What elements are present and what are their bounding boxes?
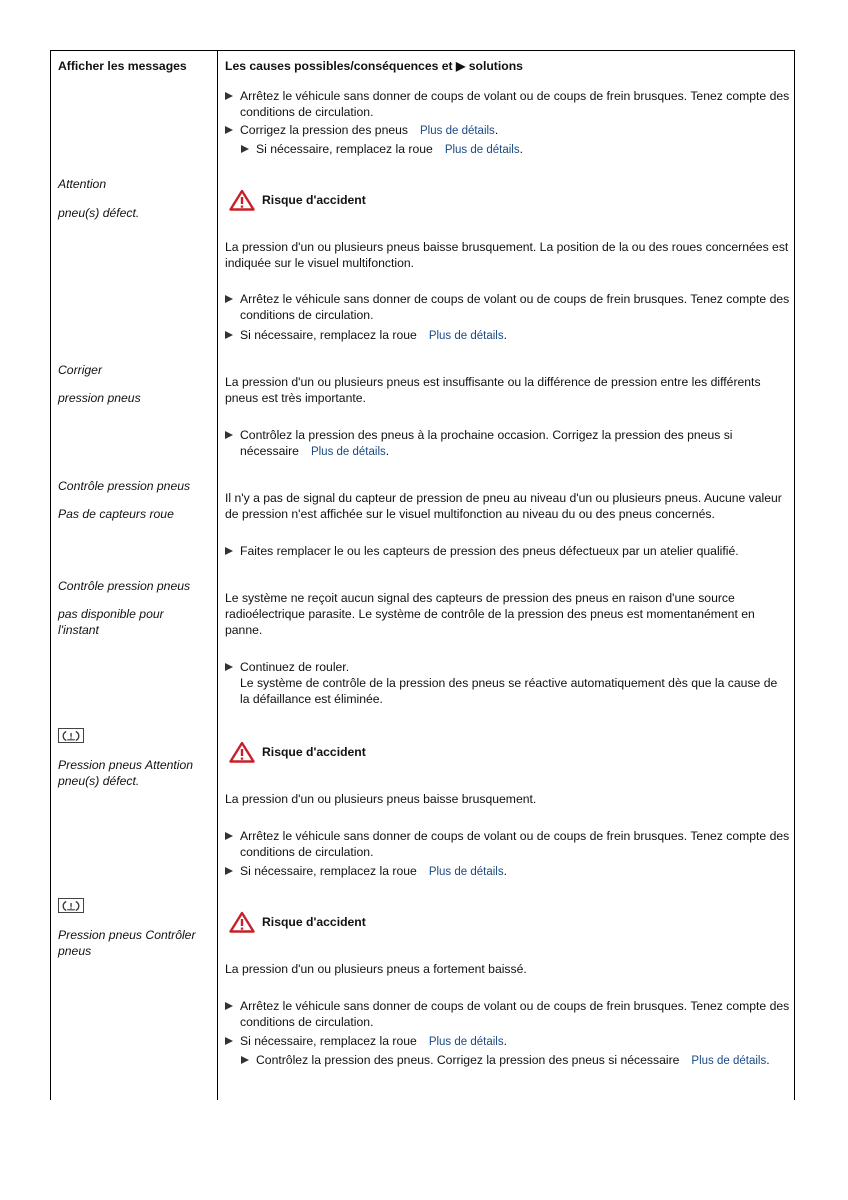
details-link[interactable]: Plus de détails (428, 1036, 504, 1048)
solution-substep: Si nécessaire, remplacez la roue Plus de détails. (241, 141, 790, 158)
message-text: pression pneus (58, 391, 141, 405)
arrow-bullet-icon (225, 331, 233, 339)
solution-step: Continuez de rouler. Le système de contrôle de la pression des pneus se réactive automatiquement dès que la cause de la défaillance est éliminée. (225, 659, 790, 707)
message-text: Pression pneus Contrôler pneus (58, 928, 196, 958)
cause-paragraph: Le système ne reçoit aucun signal des capteurs de pression des pneus en raison d'une source radioélectrique parasite. Le système de contrôle de la pression des pneus est momentanément en panne. (225, 591, 755, 637)
message-text: Contrôle pression pneus (58, 579, 191, 593)
message-text: Attention (58, 177, 107, 191)
details-link[interactable]: Plus de détails (420, 125, 495, 137)
arrow-bullet-icon (225, 92, 233, 100)
arrow-bullet-icon (225, 867, 233, 875)
tire-pressure-warning-icon (58, 728, 84, 743)
solution-step: Arrêtez le véhicule sans donner de coups de volant ou de coups de frein brusques. Tenez compte des conditions de circulation. (225, 291, 790, 323)
solution-substep: Contrôlez la pression des pneus. Corrigez la pression des pneus si nécessaire Plus de détails. (241, 1052, 790, 1069)
accident-risk-warning (229, 909, 366, 935)
cause-paragraph: La pression d'un ou plusieurs pneus baisse brusquement. La position de la ou des roues concernées est indiquée sur le visuel multifonction. (225, 240, 789, 270)
message-text: Contrôle pression pneus (58, 479, 191, 493)
column-divider (217, 50, 218, 1100)
solution-step: Corrigez la pression des pneus Plus de détails. (225, 122, 790, 139)
solution-step: Arrêtez le véhicule sans donner de coups de volant ou de coups de frein brusques. Tenez compte des conditions de circulation. (225, 998, 790, 1030)
message-text: pas disponible pour l'instant (58, 607, 164, 637)
arrow-bullet-icon (225, 295, 233, 303)
cause-paragraph: Il n'y a pas de signal du capteur de pression de pneu au niveau d'un ou plusieurs pneus. Aucune valeur de pression n'est affichée sur le visuel multifonction au niveau du ou des pneus concernés. (225, 491, 782, 521)
message-text: Pas de capteurs roue (58, 507, 174, 521)
column-header-messages: Afficher les messages (58, 59, 187, 73)
details-link[interactable]: Plus de détails (428, 866, 504, 878)
message-text: pneu(s) défect. (58, 206, 140, 220)
details-link[interactable]: Plus de détails (691, 1055, 767, 1067)
column-header-solutions: Les causes possibles/conséquences et ▶ solutions (225, 59, 523, 73)
solution-step: Si nécessaire, remplacez la roue Plus de détails. (225, 863, 790, 880)
solution-step: Arrêtez le véhicule sans donner de coups de volant ou de coups de frein brusques. Tenez compte des conditions de circulation. (225, 88, 790, 120)
solution-step: Faites remplacer le ou les capteurs de pression des pneus défectueux par un atelier qualifié. (225, 543, 790, 559)
solution-step: Si nécessaire, remplacez la roue Plus de détails. (225, 1033, 790, 1050)
arrow-bullet-icon (225, 663, 233, 671)
cause-paragraph: La pression d'un ou plusieurs pneus a fortement baissé. (225, 962, 527, 976)
arrow-bullet-icon (225, 547, 233, 555)
warning-triangle-icon (229, 741, 255, 763)
solution-step: Si nécessaire, remplacez la roue Plus de détails. (225, 327, 790, 344)
warning-label: Risque d'accident (262, 745, 366, 759)
solution-step: Contrôlez la pression des pneus à la prochaine occasion. Corrigez la pression des pneus si nécessaire Plus de détails. (225, 427, 790, 460)
warning-label: Risque d'accident (262, 193, 366, 207)
arrow-bullet-icon (241, 1056, 249, 1064)
accident-risk-warning (229, 187, 366, 213)
arrow-bullet-icon (225, 431, 233, 439)
warning-label: Risque d'accident (262, 915, 366, 929)
arrow-bullet-icon (225, 126, 233, 134)
arrow-bullet-icon (241, 145, 249, 153)
details-link[interactable]: Plus de détails (428, 330, 504, 342)
cause-paragraph: La pression d'un ou plusieurs pneus est insuffisante ou la différence de pression entre les différents pneus est très importante. (225, 375, 761, 405)
details-link[interactable]: Plus de détails (310, 446, 386, 458)
arrow-bullet-icon (225, 832, 233, 840)
warning-triangle-icon (229, 189, 255, 211)
solution-step: Arrêtez le véhicule sans donner de coups de volant ou de coups de frein brusques. Tenez compte des conditions de circulation. (225, 828, 790, 860)
arrow-bullet-icon (225, 1002, 233, 1010)
details-link[interactable]: Plus de détails (444, 144, 520, 156)
arrow-bullet-icon (225, 1037, 233, 1045)
tire-pressure-warning-icon (58, 898, 84, 913)
accident-risk-warning (229, 739, 366, 765)
message-text: Corriger (58, 363, 103, 377)
cause-paragraph: La pression d'un ou plusieurs pneus baisse brusquement. (225, 792, 537, 806)
warning-triangle-icon (229, 911, 255, 933)
message-text: Pression pneus Attention pneu(s) défect. (58, 758, 194, 788)
